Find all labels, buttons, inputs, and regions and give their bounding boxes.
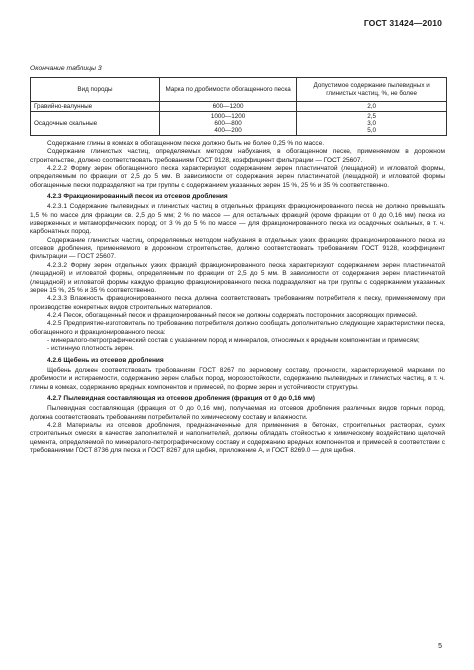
grade-value: 1000—1200 [210,113,246,120]
content-value: 2,5 [367,113,376,120]
column-header: Вид породы [31,78,160,102]
paragraph: 4.2.3.2 Форму зерен отдельных узких фракций фракционированного песка характеризуют содержанием зерен пластинчатой (лещадной) и игловатой формы, определяемым по фракции от 2,5 до 5 мм. В зависимости от содержания зерен пластинчатой (лещадной) и игловатой формы каждую фракцию фракционированного песка подразделяют на три группы с содержанием указанных зерен 15 %, 25 % и 35 % соответственно. [30,261,445,294]
paragraph: 4.2.3.3 Влажность фракционированного песка должна соответствовать требованиям потребителя к песку, применяемому при производстве конкретных видов строительных материалов. [30,295,445,311]
content-value: 2,0 [367,103,376,110]
paragraph: 4.2.3.1 Содержание пылевидных и глинистых частиц в отдельных фракциях фракционированного песка не должно превышать 1,5 % по массе для фракции св. 2,5 до 5 мм; 2 % по массе — для остальных фракций (кроме фракции от 0 до 0,16 мм) песка из изверженных и метаморфических пород; от 3 % до 5 % по массе — для фракционированного песка из осадочных скальных, в т. ч. карбонатных пород. [30,203,445,236]
content-value: 5,0 [367,127,376,134]
grade-value: 600—800 [214,120,242,127]
paragraph: - истинную плотность зерен. [47,345,134,353]
section-heading: 4.2.7 Пылевидная составляющая из отсевов дробления (фракция от 0 до 0,16 мм) [47,394,315,402]
page-number: 5 [438,643,442,650]
rock-type-cell: Гравийно-валунные [31,102,160,112]
paragraph: 4.2.8 Материалы из отсевов дробления, предназначенные для применения в бетонах, строительных растворах, сухих строительных смесях в качестве заполнителей и наполнителей, должны обладать стойкостью к химическому воздействию щелочей цемента, определяемой по минералого-петрографическому составу и содержанию вредных компонентов и примесей в соответствии с требованиями ГОСТ 8736 для песка и ГОСТ 8267 для щебня, приложение А, и ГОСТ 8269.0 — для щебня. [30,422,445,455]
table-row [31,112,447,136]
table-header-row [31,78,447,102]
table-3 [30,77,447,136]
section-heading: 4.2.3 Фракционированный песок из отсевов дробления [47,193,228,201]
document-body [30,140,445,455]
content-value: 3,0 [367,120,376,127]
content-cell [297,102,447,112]
paragraph: Содержание глинистых частиц, определяемых методом набухания, в обогащенном песке, применяемом в дорожном строительстве, должно соответствовать требованиям ГОСТ 9128, коэффициент фильтрации — ГОСТ 25607. [30,148,445,164]
table-caption: Окончание таблицы 3 [30,65,102,72]
paragraph: Щебень должен соответствовать требованиям ГОСТ 8267 по зерновому составу, прочности, характеризуемой марками по дробимости и истираемости, содержанию зерен слабых пород, морозостойкости, содержанию пылевидных и глинистых частиц, в т. ч. глины в комках, содержанию вредных компонентов и примесей, по форме зерен и устойчивости структуры. [30,366,445,391]
paragraph: Содержание глины в комках в обогащенном песке должно быть не более 0,25 % по массе. [47,140,325,147]
paragraph: Содержание глинистых частиц, определяемых методом набухания в отдельных узких фракциях фракционированного песка из отсевов дробления, применяемого в дорожном строительстве, должно соответствовать требованиям ГОСТ 9128, коэффициент фильтрации — ГОСТ 25607. [30,236,445,261]
paragraph: 4.2.2.2 Форму зерен обогащенного песка характеризуют содержанием зерен пластинчатой (лещадной) и игловатой формы, определяемым по фракции от 2,5 до 5 мм. В зависимости от содержания зерен пластинчатой (лещадной) и игловатой формы обогащенные пески подразделяют на три группы с содержанием указанных зерен 15 %, 25 % и 35 % соответственно. [30,165,445,189]
standard-code: ГОСТ 31424—2010 [363,18,442,28]
paragraph: 4.2.5 Предприятие-изготовитель по требованию потребителя должно сообщать дополнительно следующие характеристики песка, обогащенного и фракционированного песка: [30,320,445,336]
paragraph: 4.2.4 Песок, обогащенный песок и фракционированный песок не должны содержать посторонних засоряющих примесей. [47,311,418,319]
content-cell [297,112,447,136]
table-row [31,102,447,112]
grade-cell [159,112,296,136]
column-header: Допустимое содержание пылевидных и глинистых частиц, %, не более [297,78,447,102]
grade-value: 600—1200 [212,103,244,110]
grade-cell [159,102,296,112]
rock-type-cell: Осадочные скальные [31,112,160,136]
grade-value: 400—200 [214,127,242,134]
section-heading: 4.2.6 Щебень из отсевов дробления [47,356,164,364]
paragraph: - минералого-петрографический состав с указанием пород и минералов, относимых к вредным компонентам и примесям; [47,336,420,344]
paragraph: Пылевидная составляющая (фракция от 0 до 0,16 мм), получаемая из отсевов дробления различных видов горных пород, должна соответствовать требованиям потребителей по химическому составу и влажности. [30,405,445,421]
column-header: Марка по дробимости обогащенного песка [159,78,296,102]
